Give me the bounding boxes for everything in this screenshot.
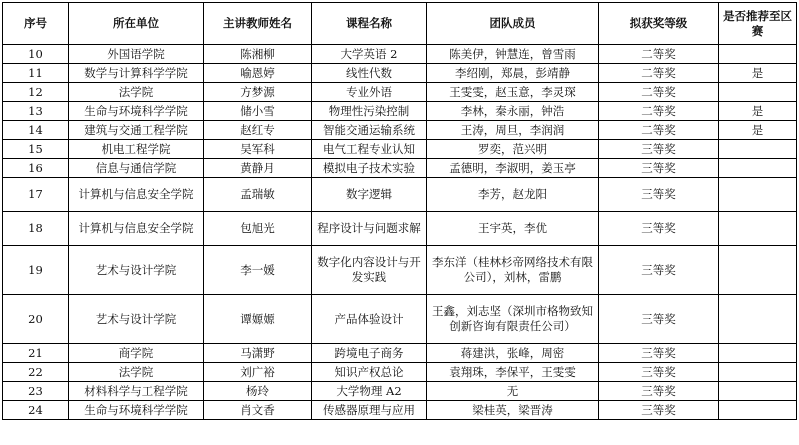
table-row <box>3 344 797 363</box>
cell-course: 数字化内容设计与开发实践 <box>312 246 427 295</box>
cell-recommend <box>719 295 797 344</box>
header-course: 课程名称 <box>312 3 427 45</box>
cell-course: 智能交通运输系统 <box>312 121 427 140</box>
cell-course: 数字逻辑 <box>312 178 427 212</box>
header-unit: 所在单位 <box>69 3 204 45</box>
cell-members: 李芳，赵龙阳 <box>427 178 599 212</box>
cell-unit: 数学与计算科学学院 <box>69 64 204 83</box>
table-row <box>3 45 797 64</box>
cell-no: 20 <box>3 295 69 344</box>
cell-members: 王宇英，李优 <box>427 212 599 246</box>
cell-teacher: 刘广裕 <box>204 363 312 382</box>
cell-unit: 生命与环境科学学院 <box>69 102 204 121</box>
cell-no: 22 <box>3 363 69 382</box>
cell-teacher: 储小雪 <box>204 102 312 121</box>
table-row <box>3 178 797 212</box>
cell-teacher: 包旭光 <box>204 212 312 246</box>
table-row <box>3 102 797 121</box>
award-table <box>2 2 797 420</box>
cell-no: 13 <box>3 102 69 121</box>
cell-teacher: 孟瑞敏 <box>204 178 312 212</box>
cell-award: 二等奖 <box>599 64 719 83</box>
cell-award: 二等奖 <box>599 121 719 140</box>
cell-course: 传感器原理与应用 <box>312 401 427 420</box>
table-row <box>3 382 797 401</box>
cell-award: 三等奖 <box>599 159 719 178</box>
cell-members: 孟德明，李淑明，姜玉亭 <box>427 159 599 178</box>
cell-members: 王涛，周旦，李润润 <box>427 121 599 140</box>
cell-teacher: 李一媛 <box>204 246 312 295</box>
cell-members: 王鑫，刘志坚（深圳市格物致知创新咨询有限责任公司） <box>427 295 599 344</box>
cell-recommend <box>719 212 797 246</box>
cell-course: 产品体验设计 <box>312 295 427 344</box>
cell-unit: 法学院 <box>69 83 204 102</box>
cell-recommend: 是 <box>719 121 797 140</box>
cell-recommend <box>719 83 797 102</box>
cell-no: 16 <box>3 159 69 178</box>
cell-recommend <box>719 45 797 64</box>
cell-unit: 计算机与信息安全学院 <box>69 212 204 246</box>
table-row <box>3 83 797 102</box>
cell-unit: 信息与通信学院 <box>69 159 204 178</box>
table-row <box>3 64 797 83</box>
cell-no: 23 <box>3 382 69 401</box>
cell-members: 梁桂英，梁晋涛 <box>427 401 599 420</box>
cell-members: 王雯雯，赵玉意，李灵琛 <box>427 83 599 102</box>
cell-no: 14 <box>3 121 69 140</box>
cell-unit: 外国语学院 <box>69 45 204 64</box>
cell-recommend <box>719 401 797 420</box>
cell-members: 袁翔珠，李保平，王雯雯 <box>427 363 599 382</box>
cell-teacher: 喻恩婷 <box>204 64 312 83</box>
cell-award: 三等奖 <box>599 401 719 420</box>
cell-unit: 建筑与交通工程学院 <box>69 121 204 140</box>
header-no: 序号 <box>3 3 69 45</box>
cell-course: 电气工程专业认知 <box>312 140 427 159</box>
cell-members: 无 <box>427 382 599 401</box>
cell-course: 知识产权总论 <box>312 363 427 382</box>
header-recommend: 是否推荐至区赛 <box>719 3 797 45</box>
cell-recommend <box>719 246 797 295</box>
cell-award: 三等奖 <box>599 246 719 295</box>
cell-recommend <box>719 159 797 178</box>
cell-award: 三等奖 <box>599 212 719 246</box>
table-row <box>3 295 797 344</box>
cell-award: 三等奖 <box>599 178 719 212</box>
table-row <box>3 159 797 178</box>
header-award: 拟获奖等级 <box>599 3 719 45</box>
cell-award: 二等奖 <box>599 45 719 64</box>
cell-unit: 计算机与信息安全学院 <box>69 178 204 212</box>
cell-recommend <box>719 382 797 401</box>
cell-recommend: 是 <box>719 64 797 83</box>
cell-no: 18 <box>3 212 69 246</box>
cell-course: 大学物理 A2 <box>312 382 427 401</box>
table-row <box>3 246 797 295</box>
cell-teacher: 杨玲 <box>204 382 312 401</box>
cell-award: 二等奖 <box>599 83 719 102</box>
cell-course: 跨境电子商务 <box>312 344 427 363</box>
cell-no: 12 <box>3 83 69 102</box>
cell-teacher: 马潇野 <box>204 344 312 363</box>
cell-members: 李东洋（桂林杉帝网络技术有限公司），刘林，雷鹏 <box>427 246 599 295</box>
cell-unit: 商学院 <box>69 344 204 363</box>
cell-teacher: 黄静月 <box>204 159 312 178</box>
table-row <box>3 363 797 382</box>
cell-no: 11 <box>3 64 69 83</box>
cell-teacher: 谭嫄嫄 <box>204 295 312 344</box>
cell-award: 二等奖 <box>599 102 719 121</box>
cell-course: 大学英语 2 <box>312 45 427 64</box>
cell-teacher: 赵红专 <box>204 121 312 140</box>
cell-teacher: 肖文香 <box>204 401 312 420</box>
cell-course: 程序设计与问题求解 <box>312 212 427 246</box>
cell-no: 21 <box>3 344 69 363</box>
cell-award: 三等奖 <box>599 363 719 382</box>
cell-unit: 材料科学与工程学院 <box>69 382 204 401</box>
table-row <box>3 401 797 420</box>
cell-recommend <box>719 178 797 212</box>
cell-members: 李林，秦永丽，钟浩 <box>427 102 599 121</box>
cell-teacher: 方梦源 <box>204 83 312 102</box>
table-row <box>3 121 797 140</box>
cell-award: 三等奖 <box>599 344 719 363</box>
cell-teacher: 吴军科 <box>204 140 312 159</box>
header-members: 团队成员 <box>427 3 599 45</box>
cell-award: 三等奖 <box>599 382 719 401</box>
table-row <box>3 212 797 246</box>
cell-unit: 艺术与设计学院 <box>69 295 204 344</box>
table-row <box>3 140 797 159</box>
cell-no: 17 <box>3 178 69 212</box>
cell-recommend <box>719 363 797 382</box>
cell-members: 蒋建洪，张峰，周密 <box>427 344 599 363</box>
cell-no: 24 <box>3 401 69 420</box>
cell-no: 10 <box>3 45 69 64</box>
cell-teacher: 陈湘柳 <box>204 45 312 64</box>
header-teacher: 主讲教师姓名 <box>204 3 312 45</box>
cell-unit: 机电工程学院 <box>69 140 204 159</box>
cell-no: 15 <box>3 140 69 159</box>
cell-unit: 法学院 <box>69 363 204 382</box>
table-header-row <box>3 3 797 45</box>
cell-course: 专业外语 <box>312 83 427 102</box>
cell-unit: 生命与环境科学学院 <box>69 401 204 420</box>
cell-course: 模拟电子技术实验 <box>312 159 427 178</box>
cell-no: 19 <box>3 246 69 295</box>
cell-members: 李绍刚，郑晨，彭靖静 <box>427 64 599 83</box>
cell-award: 三等奖 <box>599 140 719 159</box>
cell-course: 物理性污染控制 <box>312 102 427 121</box>
cell-course: 线性代数 <box>312 64 427 83</box>
cell-award: 三等奖 <box>599 295 719 344</box>
cell-recommend <box>719 344 797 363</box>
cell-recommend <box>719 140 797 159</box>
cell-members: 罗奕，范兴明 <box>427 140 599 159</box>
cell-unit: 艺术与设计学院 <box>69 246 204 295</box>
cell-members: 陈美伊，钟慧连，曾雪雨 <box>427 45 599 64</box>
cell-recommend: 是 <box>719 102 797 121</box>
